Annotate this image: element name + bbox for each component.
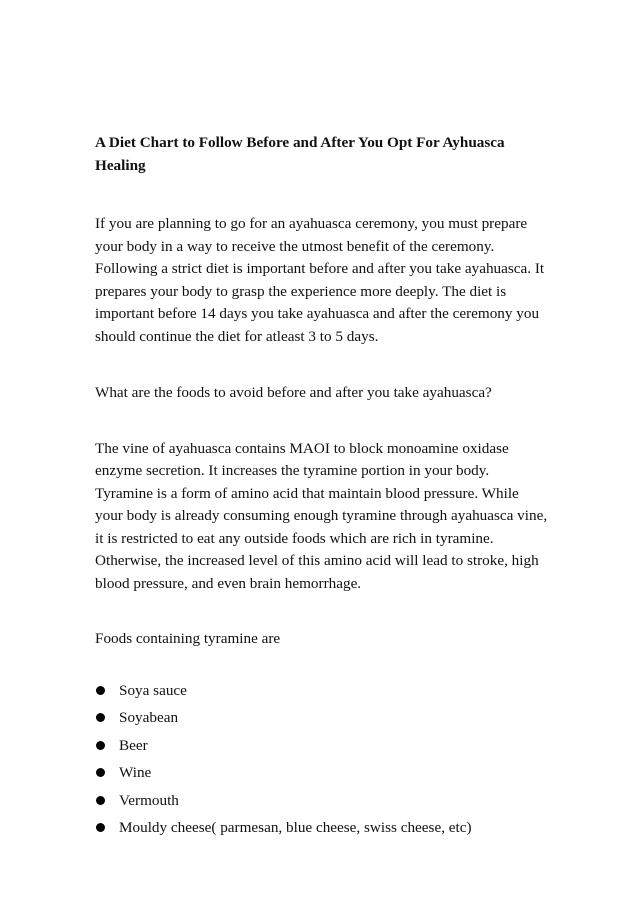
- list-item-text: Mouldy cheese( parmesan, blue cheese, swiss cheese, etc): [119, 819, 472, 837]
- spacer: [95, 595, 550, 628]
- list-item: [95, 762, 550, 790]
- bullet-icon: [96, 768, 105, 777]
- document-title: A Diet Chart to Follow Before and After You Opt For Ayhuasca Healing: [95, 134, 505, 174]
- bullet-icon: [96, 823, 105, 832]
- list-item: [95, 817, 550, 845]
- spacer: [95, 651, 550, 680]
- question-paragraph: What are the foods to avoid before and after you take ayahuasca?: [95, 384, 492, 401]
- list-item-text: Soya sauce: [119, 681, 187, 699]
- spacer: [95, 405, 550, 438]
- list-item-text: Vermouth: [119, 791, 179, 809]
- list-item: [95, 790, 550, 818]
- bullet-icon: [96, 686, 105, 695]
- spacer: [95, 177, 550, 213]
- list-item-text: Beer: [119, 736, 148, 754]
- explanation-paragraph: The vine of ayahuasca contains MAOI to block monoamine oxidase enzyme secretion. It increases the tyramine portion in your body. Tyramine is a form of amino acid that maintain blood pressure. While your body is already consuming enough tyramine through ayahuasca vine, it is restricted to eat any outside foods which are rich in tyramine. Otherwise, the increased level of this amino acid will lead to stroke, high blood pressure, and even brain hemorrhage.: [95, 439, 548, 592]
- spacer: [95, 348, 550, 382]
- list-item-text: Wine: [119, 764, 152, 782]
- list-item-text: Soyabean: [119, 709, 179, 727]
- tyramine-food-list: [95, 680, 550, 846]
- intro-paragraph: If you are planning to go for an ayahuasca ceremony, you must prepare your body in a way to receive the utmost benefit of the ceremony. Following a strict diet is important before and after you take ayahuasca. It prepares your body to grasp the experience more deeply. The diet is important before 14 days you take ayahuasca and after the ceremony you should continue the diet for atleast 3 to 5 days.: [95, 215, 545, 345]
- document-body: [95, 132, 550, 845]
- bullet-icon: [96, 741, 105, 750]
- list-heading: Foods containing tyramine are: [95, 630, 281, 647]
- bullet-icon: [96, 796, 105, 805]
- list-item: [95, 680, 550, 708]
- list-item: [95, 735, 550, 763]
- bullet-icon: [96, 713, 105, 722]
- list-item: [95, 707, 550, 735]
